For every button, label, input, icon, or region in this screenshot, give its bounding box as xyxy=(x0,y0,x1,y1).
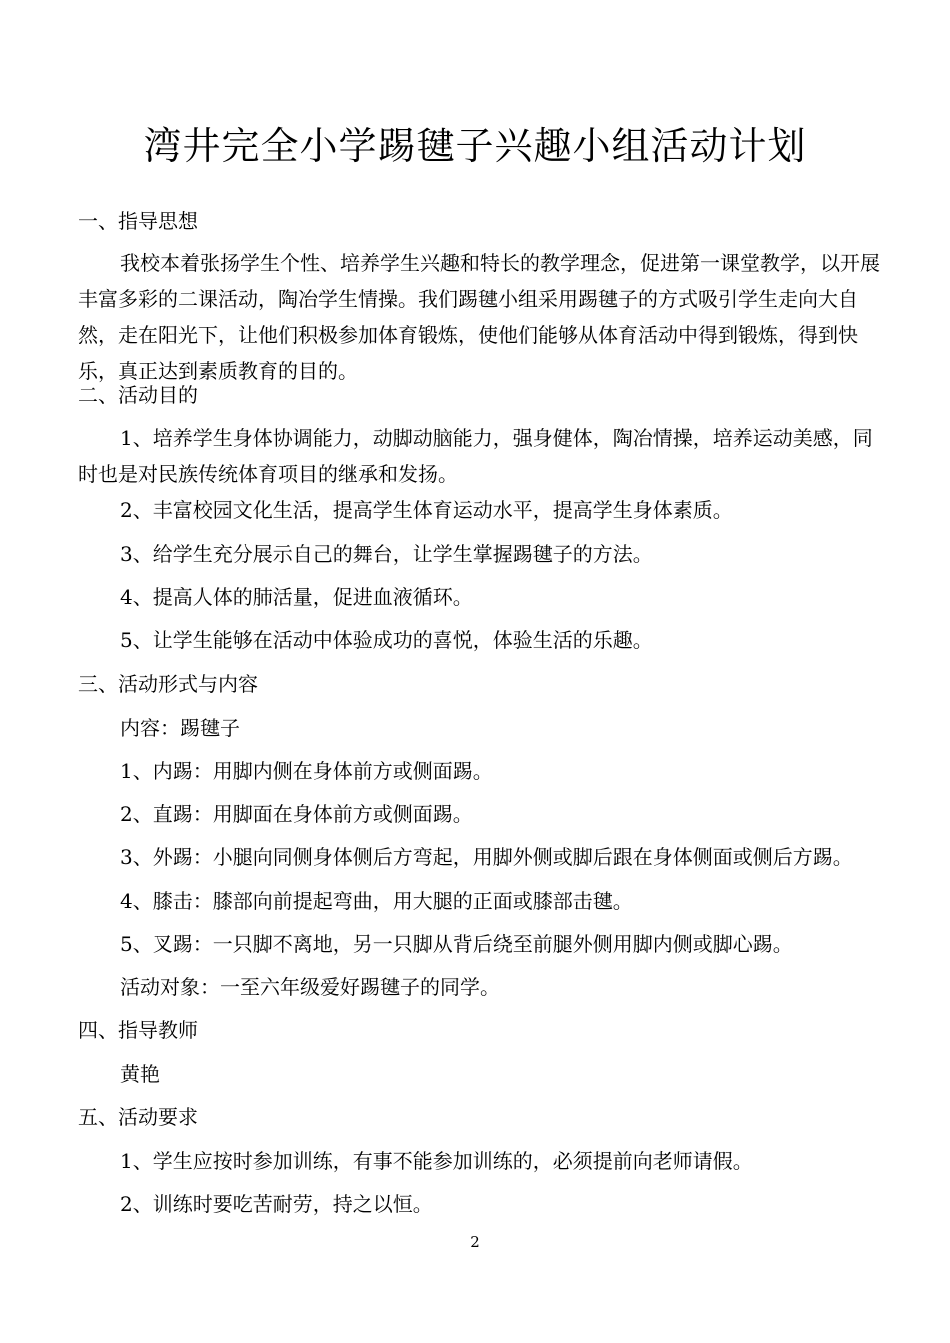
content-item: 内容：踢毽子 xyxy=(120,716,240,740)
purpose-item: 2、丰富校园文化生活，提高学生体育运动水平，提高学生身体素质。 xyxy=(120,498,733,522)
requirement-item: 1、学生应按时参加训练，有事不能参加训练的，必须提前向老师请假。 xyxy=(120,1149,753,1173)
document-title: 湾井完全小学踢毽子兴趣小组活动计划 xyxy=(143,124,807,168)
purpose-item: 3、给学生充分展示自己的舞台，让学生掌握踢毽子的方法。 xyxy=(120,542,653,566)
requirement-item: 2、训练时要吃苦耐劳，持之以恒。 xyxy=(120,1192,433,1216)
instructor-name: 黄艳 xyxy=(120,1062,160,1086)
content-item: 3、外踢：小腿向同侧身体侧后方弯起，用脚外侧或脚后跟在身体侧面或侧后方踢。 xyxy=(120,845,853,869)
content-item: 活动对象：一至六年级爱好踢毽子的同学。 xyxy=(120,975,500,999)
section-heading-form-content: 三、活动形式与内容 xyxy=(78,672,258,696)
section-heading-instructor: 四、指导教师 xyxy=(78,1018,198,1042)
section-heading-purpose: 二、活动目的 xyxy=(78,383,198,407)
purpose-item-text: 1、培养学生身体协调能力，动脚动脑能力，强身健体，陶冶情操，培养运动美感，同时也是对民族传统体育项目的继承和发扬。 xyxy=(78,426,873,486)
content-item: 4、膝击：膝部向前提起弯曲，用大腿的正面或膝部击毽。 xyxy=(120,889,633,913)
purpose-item: 4、提高人体的肺活量，促进血液循环。 xyxy=(120,585,473,609)
section-paragraph-guiding-thought xyxy=(78,245,890,389)
content-item: 5、叉踢：一只脚不离地，另一只脚从背后绕至前腿外侧用脚内侧或脚心踢。 xyxy=(120,932,793,956)
content-item: 2、直踢：用脚面在身体前方或侧面踢。 xyxy=(120,802,473,826)
purpose-item: 5、让学生能够在活动中体验成功的喜悦，体验生活的乐趣。 xyxy=(120,628,653,652)
purpose-item xyxy=(78,420,890,492)
paragraph-text: 我校本着张扬学生个性、培养学生兴趣和特长的教学理念，促进第一课堂教学，以开展丰富多彩的二课活动，陶冶学生情操。我们踢毽小组采用踢毽子的方式吸引学生走向大自然，走在阳光下，让他们积极参加体育锻炼，使他们能够从体育活动中得到锻炼，得到快乐，真正达到素质教育的目的。 xyxy=(78,251,880,383)
section-heading-guiding-thought: 一、指导思想 xyxy=(78,209,198,233)
page-number: 2 xyxy=(470,1233,480,1251)
section-heading-requirements: 五、活动要求 xyxy=(78,1105,198,1129)
content-item: 1、内踢：用脚内侧在身体前方或侧面踢。 xyxy=(120,759,493,783)
